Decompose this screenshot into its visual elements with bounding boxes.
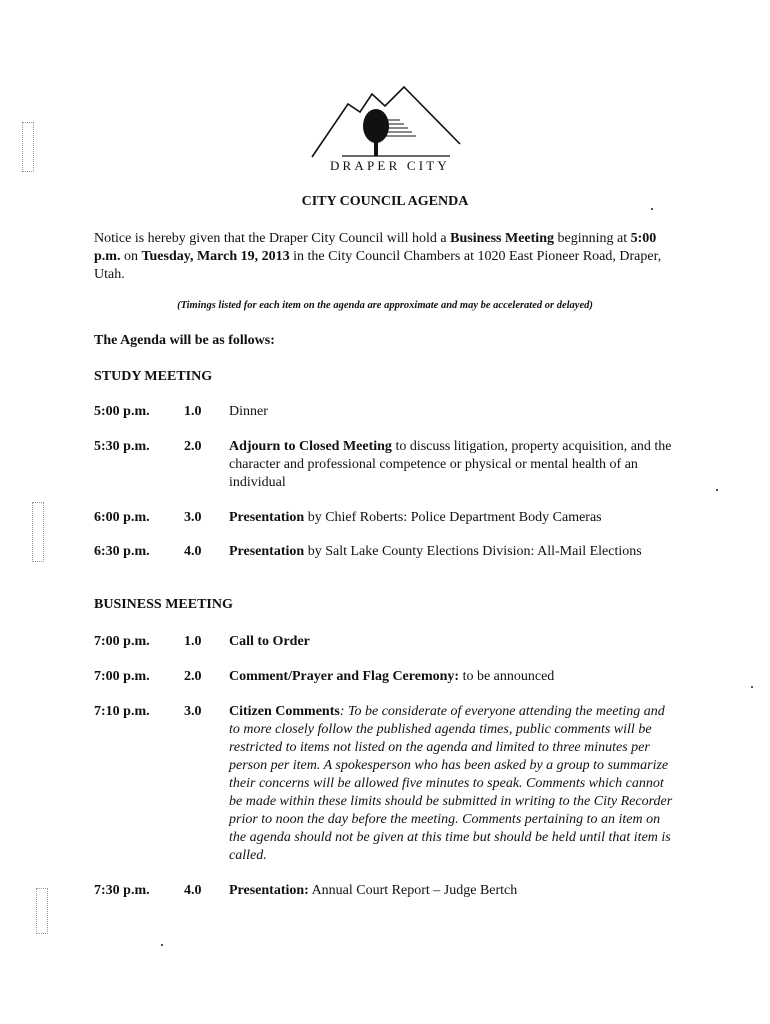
item-text: by Salt Lake County Elections Division: All-Mail Elections	[304, 544, 642, 559]
notice-bold: Tuesday, March 19, 2013	[141, 249, 290, 264]
item-time: 5:00 p.m.	[94, 404, 150, 419]
item-title: Call to Order	[229, 634, 310, 649]
item-time: 6:30 p.m.	[94, 544, 150, 559]
scan-margin-mark	[22, 122, 34, 172]
item-description	[229, 509, 729, 527]
scan-speck	[716, 489, 718, 491]
notice-text: beginning at	[553, 231, 631, 246]
tree-icon	[363, 109, 389, 143]
item-time: 7:30 p.m.	[94, 883, 150, 898]
item-time: 7:00 p.m.	[94, 669, 150, 684]
item-text: to be announced	[459, 669, 555, 684]
item-description	[229, 403, 689, 421]
scan-margin-mark	[36, 888, 48, 934]
notice-text: in the City Council Chambers at 1020 East Pioneer Road, Draper, Utah.	[94, 249, 662, 282]
item-time: 5:30 p.m.	[94, 439, 150, 454]
item-description	[229, 633, 689, 651]
item-title: Adjourn to Closed Meeting	[229, 439, 392, 454]
item-title: Comment/Prayer and Flag Ceremony:	[229, 669, 460, 684]
item-text: Dinner	[229, 404, 268, 419]
item-description	[229, 668, 689, 686]
notice-text: Notice is hereby given that the Draper City Council will hold a	[94, 231, 451, 246]
item-description	[229, 438, 689, 492]
item-description	[229, 882, 689, 900]
section-heading-study: STUDY MEETING	[94, 369, 213, 384]
agenda-intro: The Agenda will be as follows:	[94, 333, 275, 348]
item-number: 2.0	[184, 669, 202, 684]
item-text: : To be considerate of everyone attending the meeting and to more closely follow the published agenda times, public comments will be restricted to items not listed on the agenda and limited to three minutes per person per item. A spokesperson who has been asked by a group to summarize their concerns will be allowed five minutes to speak. Comments which cannot be made within these limits should be submitted in writing to the City Recorder prior to noon the day before the meeting. Comments pertaining to an item on the agenda should not be given at this time but should be held until that item is called.	[229, 704, 673, 863]
item-description	[229, 543, 749, 561]
item-time: 6:00 p.m.	[94, 510, 150, 525]
scan-speck	[161, 944, 163, 946]
notice-bold: Business Meeting	[450, 231, 554, 246]
item-title: Presentation:	[229, 883, 309, 898]
scan-speck	[751, 686, 753, 688]
item-title: Presentation	[229, 544, 305, 559]
city-name: DRAPER CITY	[329, 158, 451, 173]
item-number: 1.0	[184, 634, 202, 649]
item-number: 4.0	[184, 544, 202, 559]
section-heading-business: BUSINESS MEETING	[94, 597, 233, 612]
scan-margin-mark	[32, 502, 44, 562]
item-number: 3.0	[184, 704, 202, 719]
item-title: Presentation	[229, 510, 305, 525]
timing-note: (Timings listed for each item on the agenda are approximate and may be accelerated or delayed)	[177, 300, 593, 311]
item-number: 2.0	[184, 439, 202, 454]
item-text: Annual Court Report – Judge Bertch	[308, 883, 518, 898]
item-time: 7:00 p.m.	[94, 634, 150, 649]
notice-bold: 5:00 p.m.	[94, 231, 657, 264]
item-description	[229, 703, 679, 865]
notice-text: on	[120, 249, 142, 264]
item-time: 7:10 p.m.	[94, 704, 150, 719]
item-number: 1.0	[184, 404, 202, 419]
item-title: Citizen Comments	[229, 704, 340, 719]
page-title: CITY COUNCIL AGENDA	[301, 194, 469, 209]
item-text: to discuss litigation, property acquisition, and the character and professional competence or physical or mental health of an individual	[229, 439, 672, 490]
item-number: 4.0	[184, 883, 202, 898]
item-text: by Chief Roberts: Police Department Body Cameras	[304, 510, 602, 525]
item-number: 3.0	[184, 510, 202, 525]
meeting-notice	[94, 230, 674, 284]
